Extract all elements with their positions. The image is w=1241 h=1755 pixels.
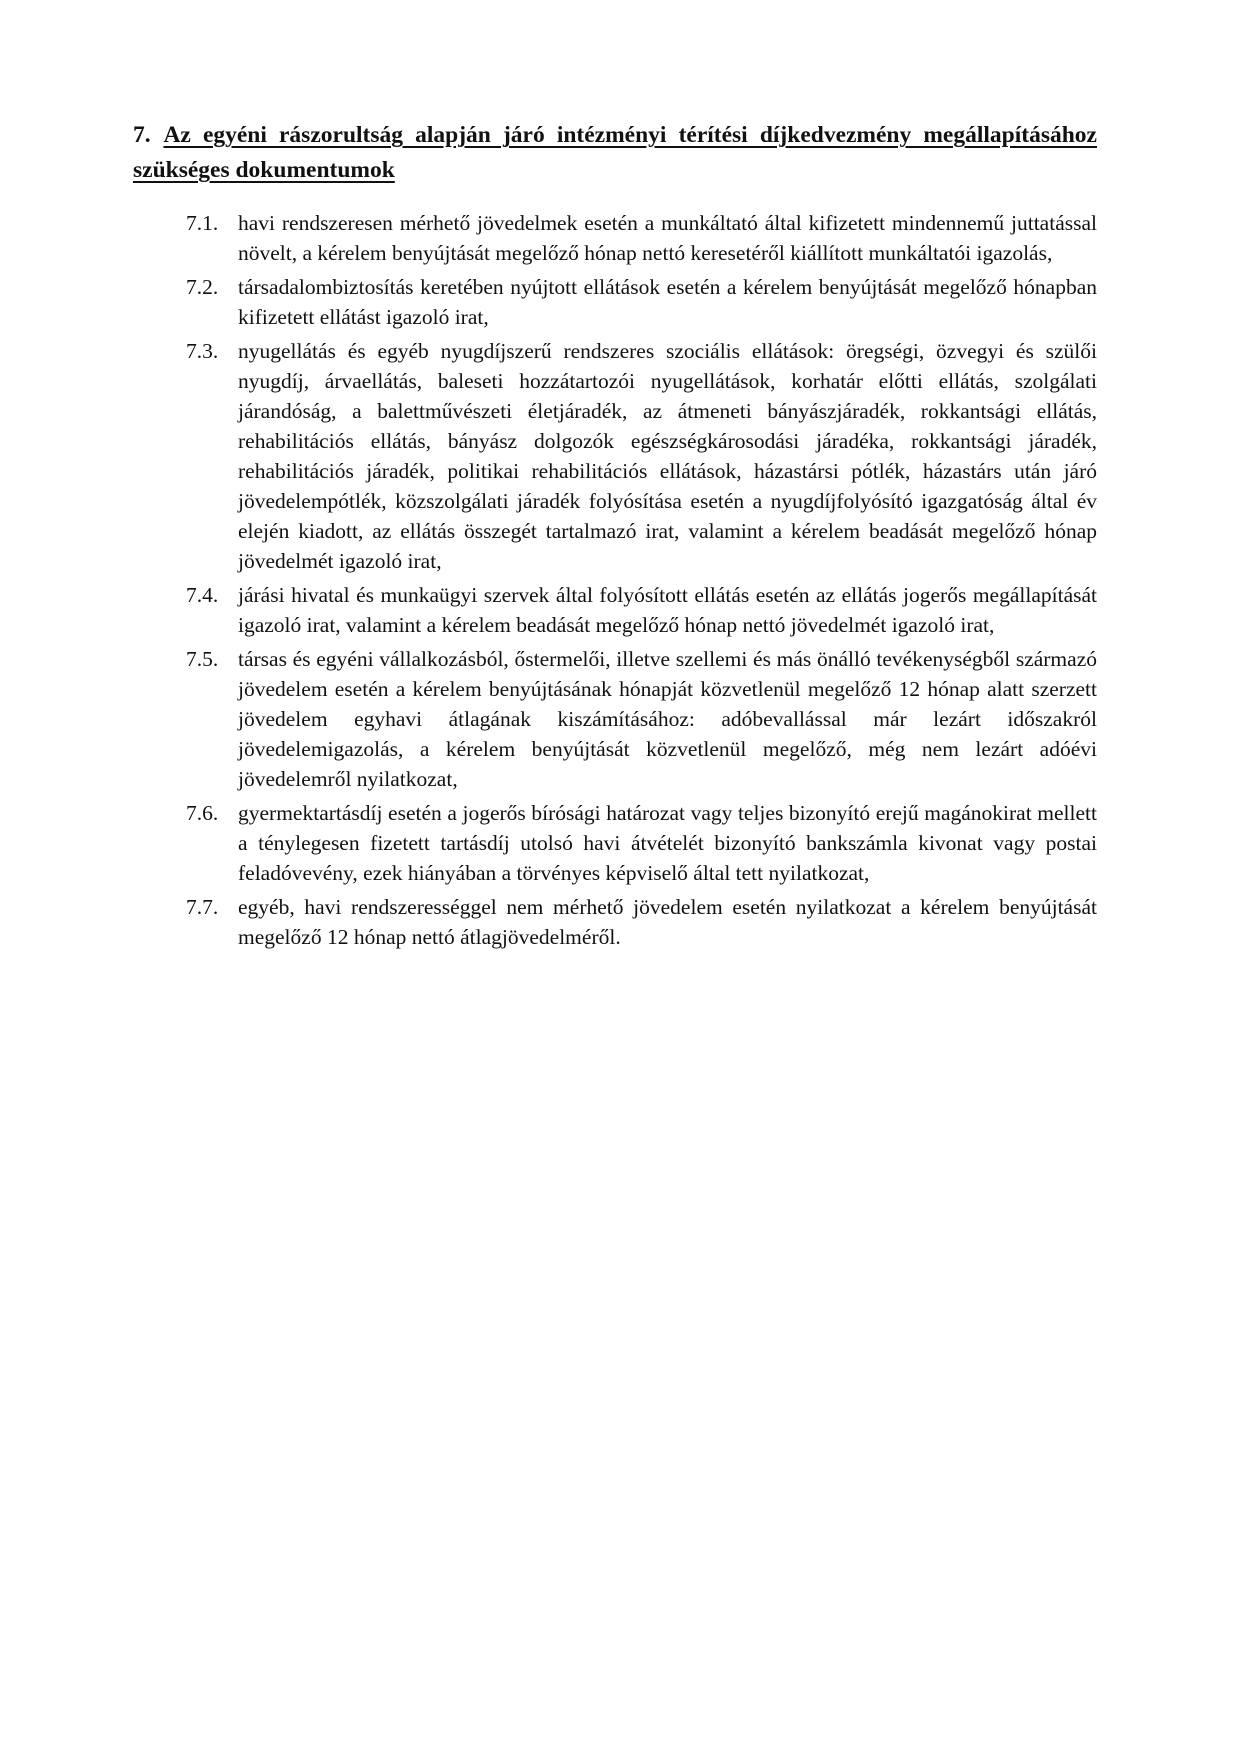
document-list <box>133 208 1097 952</box>
list-item-text: nyugellátás és egyéb nyugdíjszerű rendszeres szociális ellátások: öregségi, özvegyi és szülői nyugdíj, árvaellátás, baleseti hozzátartozói nyugellátások, korhatár előtti ellátás, szolgálati járandóság, a balettművészeti életjáradék, az átmeneti bányászjáradék, rokkantsági ellátás, rehabilitációs ellátás, bányász dolgozók egészségkárosodási járadéka, rokkantsági járadék, rehabilitációs járadék, politikai rehabilitációs ellátások, házastársi pótlék, házastárs után járó jövedelempótlék, közszolgálati járadék folyósítása esetén a nyugdíjfolyósító igazgatóság által év elején kiadott, az ellátás összegét tartalmazó irat, valamint a kérelem beadását megelőző hónap jövedelmét igazoló irat, <box>238 339 1097 573</box>
section-heading-text: Az egyéni rászorultság alapján járó intézményi térítési díjkedvezmény megállapításához szükséges dokumentumok <box>133 122 1097 183</box>
list-item <box>186 208 1097 268</box>
list-item <box>186 336 1097 576</box>
list-item <box>186 644 1097 794</box>
section-heading <box>133 118 1097 188</box>
list-item-number: 7.7. <box>186 895 219 919</box>
list-item-number: 7.5. <box>186 647 219 671</box>
list-item-text: társas és egyéni vállalkozásból, őstermelői, illetve szellemi és más önálló tevékenységből származó jövedelem esetén a kérelem benyújtásának hónapját közvetlenül megelőző 12 hónap alatt szerzett jövedelem egyhavi átlagának kiszámításához: adóbevallással már lezárt időszakról jövedelemigazolás, a kérelem benyújtását közvetlenül megelőző, még nem lezárt adóévi jövedelemről nyilatkozat, <box>238 647 1097 791</box>
list-item <box>186 580 1097 640</box>
section-heading-number: 7. <box>133 122 151 148</box>
list-item <box>186 272 1097 332</box>
list-item-text: gyermektartásdíj esetén a jogerős bírósági határozat vagy teljes bizonyító erejű magánokirat mellett a ténylegesen fizetett tartásdíj utolsó havi átvételét bizonyító bankszámla kivonat vagy postai feladóvevény, ezek hiányában a törvényes képviselő által tett nyilatkozat, <box>238 801 1097 885</box>
list-item <box>186 798 1097 888</box>
list-item-text: társadalombiztosítás keretében nyújtott ellátások esetén a kérelem benyújtását megelőző hónapban kifizetett ellátást igazoló irat, <box>238 275 1097 329</box>
list-item-number: 7.3. <box>186 339 219 363</box>
document-content <box>133 118 1097 956</box>
list-item-number: 7.6. <box>186 801 219 825</box>
list-item-text: havi rendszeresen mérhető jövedelmek esetén a munkáltató által kifizetett mindennemű juttatással növelt, a kérelem benyújtását megelőző hónap nettó keresetéről kiállított munkáltatói igazolás, <box>238 211 1097 265</box>
list-item-text: járási hivatal és munkaügyi szervek által folyósított ellátás esetén az ellátás jogerős megállapítását igazoló irat, valamint a kérelem beadását megelőző hónap nettó jövedelmét igazoló irat, <box>238 583 1097 637</box>
list-item <box>186 892 1097 952</box>
list-item-number: 7.1. <box>186 211 219 235</box>
list-item-text: egyéb, havi rendszerességgel nem mérhető jövedelem esetén nyilatkozat a kérelem benyújtását megelőző 12 hónap nettó átlagjövedelméről. <box>238 895 1097 949</box>
list-item-number: 7.4. <box>186 583 219 607</box>
list-item-number: 7.2. <box>186 275 219 299</box>
